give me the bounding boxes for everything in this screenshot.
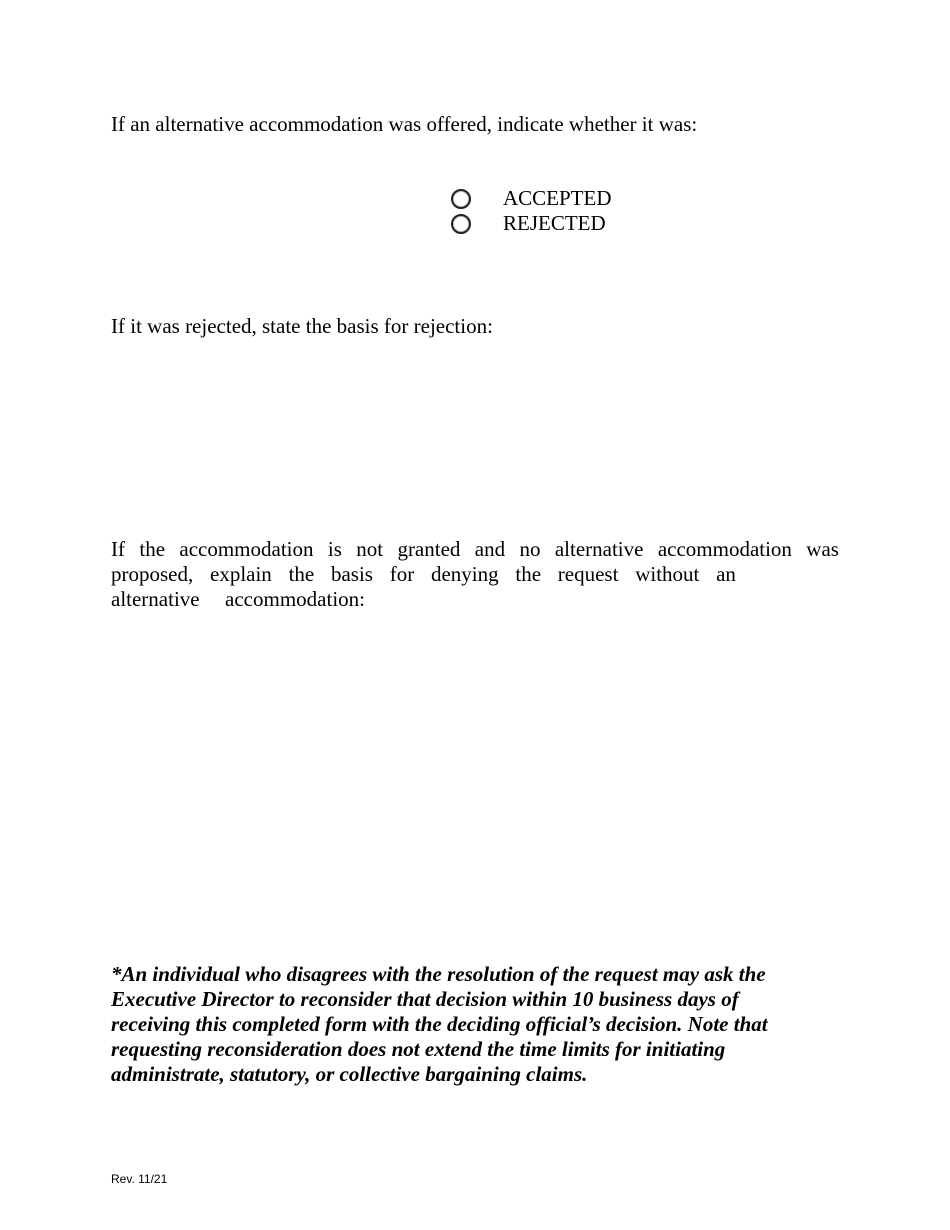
radio-label-accepted: ACCEPTED (503, 186, 612, 210)
denial-question-line (111, 587, 365, 612)
word: without (635, 562, 700, 586)
word: the (288, 562, 315, 586)
word: accommodation (657, 537, 792, 561)
word: denying (430, 562, 499, 586)
radio-option-rejected[interactable] (451, 211, 651, 236)
word: the (515, 562, 542, 586)
word: request (557, 562, 619, 586)
word: is (327, 537, 342, 561)
denial-question-line (111, 537, 839, 562)
note-line: requesting reconsideration does not extend the time limits for initiating (111, 1037, 726, 1061)
reconsideration-note (111, 962, 811, 1087)
word: not (356, 537, 384, 561)
denial-basis-question (111, 537, 839, 612)
revision-label: Rev. 11/21 (111, 1172, 168, 1186)
word: no (519, 537, 541, 561)
word: alternative (111, 587, 200, 611)
note-line: *An individual who disagrees with the resolution of the request may ask the (111, 962, 766, 986)
word: for (389, 562, 415, 586)
rejection-basis-question: If it was rejected, state the basis for rejection: (111, 314, 493, 338)
accommodation-outcome-radio-group (451, 186, 651, 236)
radio-option-accepted[interactable] (451, 186, 651, 211)
radio-button-rejected[interactable] (451, 214, 471, 234)
word: If (111, 537, 125, 561)
denial-question-line (111, 562, 736, 587)
radio-label-rejected: REJECTED (503, 211, 606, 235)
word: the (139, 537, 166, 561)
word: granted (397, 537, 461, 561)
alternative-accommodation-question: If an alternative accommodation was offered, indicate whether it was: (111, 112, 698, 136)
word: was (806, 537, 839, 561)
note-line: Executive Director to reconsider that decision within 10 business days of (111, 987, 739, 1011)
word: and (474, 537, 506, 561)
note-line: receiving this completed form with the deciding official’s decision. Note that (111, 1012, 768, 1036)
note-line: administrate, statutory, or collective bargaining claims. (111, 1062, 588, 1086)
radio-button-accepted[interactable] (451, 189, 471, 209)
word: explain (210, 562, 272, 586)
word: proposed, (111, 562, 194, 586)
word: basis (330, 562, 373, 586)
word: accommodation (179, 537, 314, 561)
word: accommodation: (225, 587, 365, 611)
word: an (716, 562, 736, 586)
word: alternative (554, 537, 644, 561)
